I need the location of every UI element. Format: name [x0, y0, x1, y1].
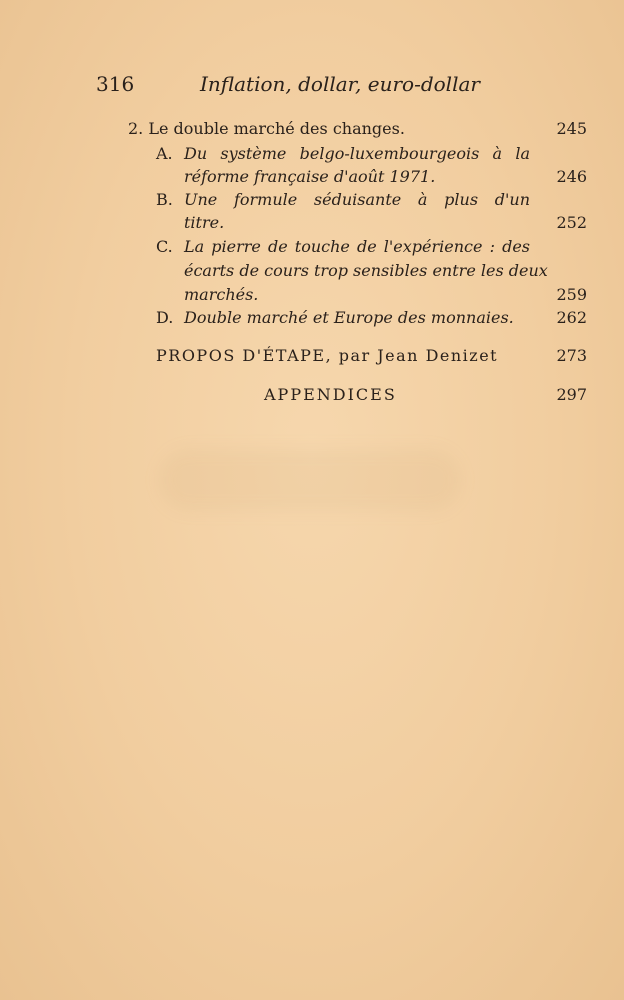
- toc-item-text: marchés.: [184, 285, 259, 304]
- toc-item-page: 259: [556, 285, 587, 304]
- toc-item-text: titre.: [184, 213, 225, 232]
- page-number: 316: [96, 72, 135, 96]
- toc-item-text: Une formule séduisante à plus d'un: [184, 190, 530, 209]
- toc-appendices-page: 297: [556, 385, 587, 404]
- toc-item-text: réforme française d'août 1971.: [184, 167, 436, 186]
- toc-item-page: 246: [556, 167, 587, 186]
- toc-item-letter: B.: [156, 190, 173, 209]
- toc-propos-label: PROPOS D'ÉTAPE, par Jean Denizet: [156, 346, 499, 365]
- toc-item-letter: C.: [156, 237, 173, 256]
- toc-item-text: écarts de cours trop sensibles entre les deux: [184, 261, 548, 280]
- toc-item-text: La pierre de touche de l'expérience : des: [184, 237, 530, 256]
- paper-stain: [160, 450, 460, 510]
- running-title: Inflation, dollar, euro-dollar: [200, 72, 480, 96]
- toc-item-page: 252: [556, 213, 587, 232]
- toc-section-page: 245: [556, 119, 587, 138]
- toc-item-letter: A.: [156, 144, 173, 163]
- toc-propos-page: 273: [556, 346, 587, 365]
- toc-item-letter: D.: [156, 308, 174, 327]
- toc-item-text: Double marché et Europe des monnaies.: [184, 308, 514, 327]
- toc-item-text: Du système belgo-luxembourgeois à la: [184, 144, 530, 163]
- page-header: [96, 72, 496, 100]
- toc-appendices-label: APPENDICES: [264, 385, 397, 404]
- toc-item-page: 262: [556, 308, 587, 327]
- toc-section-label: 2. Le double marché des changes.: [128, 119, 405, 138]
